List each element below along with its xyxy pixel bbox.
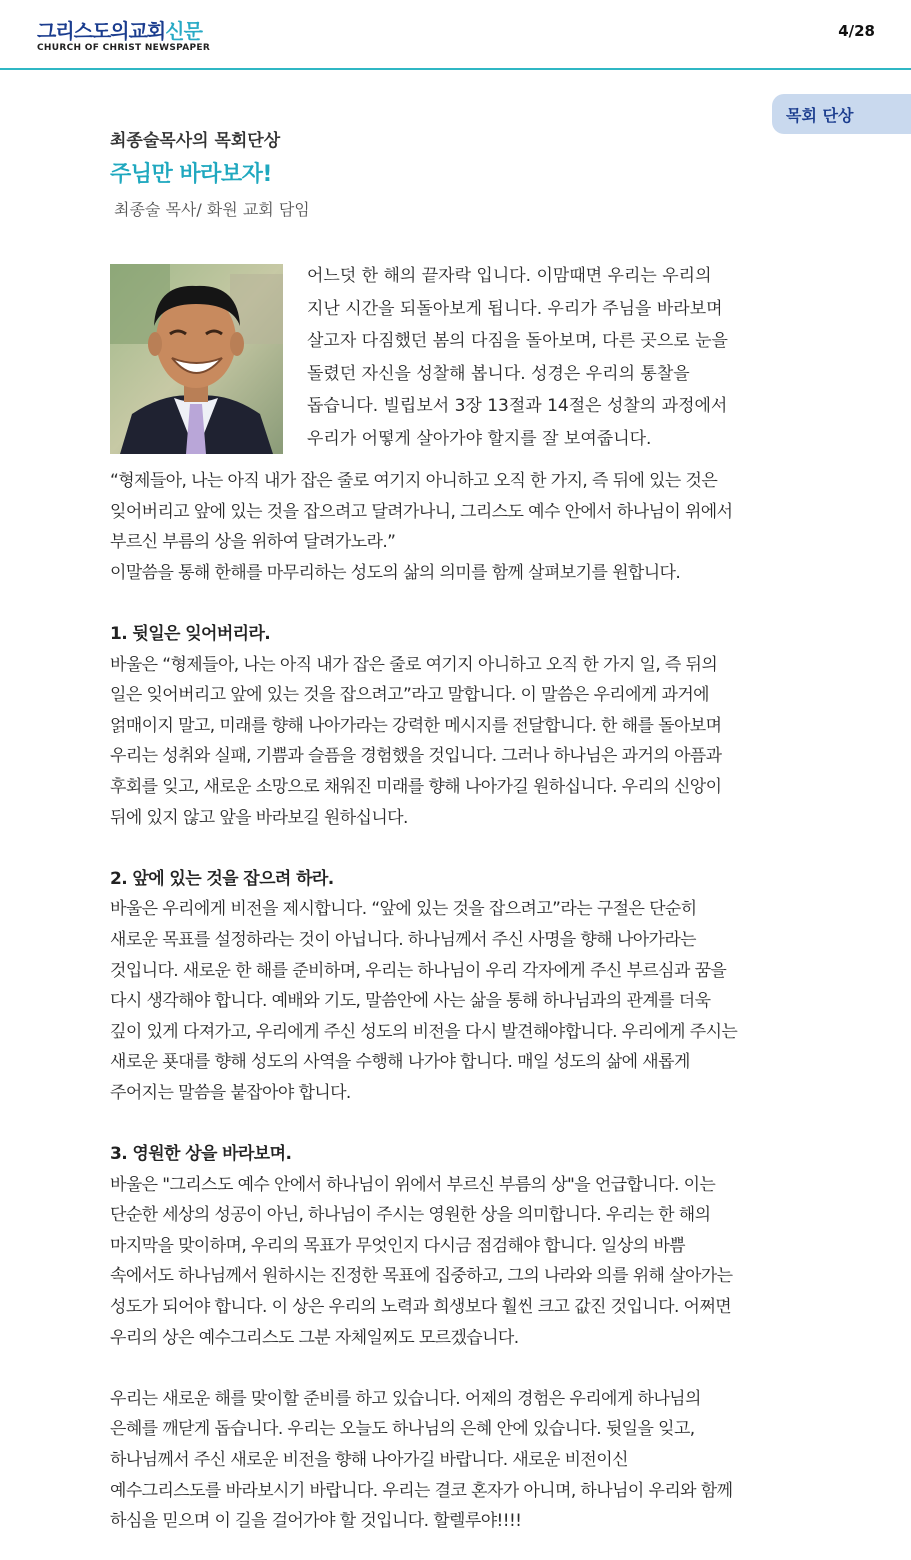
body-line: 얽매이지 말고, 미래를 향해 나아가라는 강력한 메시지를 전달합니다. 한 해를 돌아보며 (110, 715, 722, 736)
body-line: 단순한 세상의 성공이 아닌, 하나님이 주시는 영원한 상을 의미합니다. 우리는 한 해의 (110, 1205, 711, 1226)
quote-line: 부르신 부름의 상을 위하여 달려가노라.” (110, 532, 396, 553)
body-line: 다시 생각해야 합니다. 예배와 기도, 말씀안에 사는 삶을 통해 하나님과의 관계를 더욱 (110, 991, 711, 1012)
page-header (0, 0, 911, 70)
section-tab (772, 94, 911, 134)
logo-subtitle: CHURCH OF CHRIST NEWSPAPER (37, 43, 211, 53)
body-line: 성도가 되어야 합니다. 이 상은 우리의 노력과 희생보다 훨씬 크고 값진 것입니다. 어쩌면 (110, 1297, 732, 1318)
intro-line: 어느덧 한 해의 끝자락 입니다. 이맘때면 우리는 우리의 (307, 266, 712, 286)
section-heading: 1. 뒷일은 잊어버리라. (110, 623, 271, 644)
paragraph-gap (110, 1353, 830, 1384)
article-body (110, 466, 830, 1537)
body-line: 바울은 우리에게 비전을 제시합니다. “앞에 있는 것을 잡으려고”라는 구절은 단순히 (110, 899, 697, 920)
intro-line: 살고자 다짐했던 봄의 다짐을 돌아보며, 다른 곳으로 눈을 (307, 331, 728, 351)
section-tab-label: 목회 단상 (786, 106, 854, 125)
body-line: 것입니다. 새로운 한 해를 준비하며, 우리는 하나님이 우리 각자에게 주신 부르심과 꿈을 (110, 960, 727, 981)
article-headline: 주님만 바라보자! (110, 162, 272, 187)
body-line: 주어지는 말씀을 붙잡아야 합니다. (110, 1082, 351, 1103)
newspaper-logo[interactable] (37, 20, 202, 42)
body-line: 속에서도 하나님께서 원하시는 진정한 목표에 집중하고, 그의 나라와 의를 위해 살아가는 (110, 1266, 733, 1287)
paragraph-gap (110, 833, 830, 864)
quote-line: “형제들아, 나는 아직 내가 잡은 줄로 여기지 아니하고 오직 한 가지, 즉 뒤에 있는 것은 (110, 471, 718, 491)
body-line: 뒤에 있지 않고 앞을 바라보길 원하십니다. (110, 807, 408, 828)
closing-line: 하나님께서 주신 새로운 비전을 향해 나아가길 바랍니다. 새로운 비전이신 (110, 1450, 628, 1470)
paragraph-gap (110, 1108, 830, 1139)
body-line: 바울은 “형제들아, 나는 아직 내가 잡은 줄로 여기지 아니하고 오직 한 가지 일, 즉 뒤의 (110, 654, 718, 675)
article-byline: 최종술 목사/ 화원 교회 담임 (114, 200, 310, 219)
author-photo (110, 264, 283, 454)
body-line: 후회를 잊고, 새로운 소망으로 채워진 미래를 향해 나아가길 원하십니다. 우리의 신앙이 (110, 776, 722, 797)
body-line: 새로운 목표를 설정하라는 것이 아닙니다. 하나님께서 주신 사명을 향해 나아가라는 (110, 929, 696, 950)
body-line: 우리의 상은 예수그리스도 그분 자체일찌도 모르겠습니다. (110, 1327, 519, 1348)
intro-paragraph (307, 260, 807, 455)
intro-line: 우리가 어떻게 살아가야 할지를 잘 보여줍니다. (307, 428, 652, 449)
column-name: 최종술목사의 목회단상 (110, 131, 281, 151)
body-line: 마지막을 맞이하며, 우리의 목표가 무엇인지 다시금 점검해야 합니다. 일상의 바쁨 (110, 1235, 685, 1256)
intro-line: 돌렸던 자신을 성찰해 봅니다. 성경은 우리의 통찰을 (307, 363, 690, 384)
logo-title-accent: 신문 (165, 19, 202, 43)
page-number: 4/28 (838, 22, 875, 40)
intro-line: 돕습니다. 빌립보서 3장 13절과 14절은 성찰의 과정에서 (307, 396, 728, 416)
intro-line: 지난 시간을 되돌아보게 됩니다. 우리가 주님을 바라보며 (307, 298, 723, 319)
section-heading: 3. 영원한 상을 바라보며. (110, 1144, 292, 1165)
paragraph-gap (110, 588, 830, 619)
body-line: 바울은 "그리스도 예수 안에서 하나님이 위에서 부르신 부름의 상"을 언급합니다. 이는 (110, 1174, 716, 1195)
body-line: 깊이 있게 다져가고, 우리에게 주신 성도의 비전을 다시 발견해야합니다. 우리에게 주시는 (110, 1021, 738, 1042)
closing-line: 하심을 믿으며 이 길을 걸어가야 할 것입니다. 할렐루야!!!! (110, 1511, 522, 1532)
closing-line: 은혜를 깨닫게 돕습니다. 우리는 오늘도 하나님의 은혜 안에 있습니다. 뒷일을 잊고, (110, 1419, 695, 1440)
quote-line: 이말씀을 통해 한해를 마무리하는 성도의 삶의 의미를 함께 살펴보기를 원합니다. (110, 562, 681, 583)
section-heading: 2. 앞에 있는 것을 잡으려 하라. (110, 868, 334, 889)
closing-line: 예수그리스도를 바라보시기 바랍니다. 우리는 결코 혼자가 아니며, 하나님이 우리와 함께 (110, 1480, 733, 1501)
body-line: 새로운 푯대를 향해 성도의 사역을 수행해 나가야 합니다. 매일 성도의 삶에 새롭게 (110, 1052, 690, 1073)
quote-line: 잊어버리고 앞에 있는 것을 잡으려고 달려가나니, 그리스도 예수 안에서 하나님이 위에서 (110, 501, 733, 522)
body-line: 우리는 성취와 실패, 기쁨과 슬픔을 경험했을 것입니다. 그러나 하나님은 과거의 아픔과 (110, 746, 722, 767)
logo-title-main: 그리스도의교회 (37, 19, 166, 43)
body-line: 일은 잊어버리고 앞에 있는 것을 잡으려고”라고 말합니다. 이 말씀은 우리에게 과거에 (110, 685, 709, 706)
closing-line: 우리는 새로운 해를 맞이할 준비를 하고 있습니다. 어제의 경험은 우리에게 하나님의 (110, 1388, 701, 1409)
